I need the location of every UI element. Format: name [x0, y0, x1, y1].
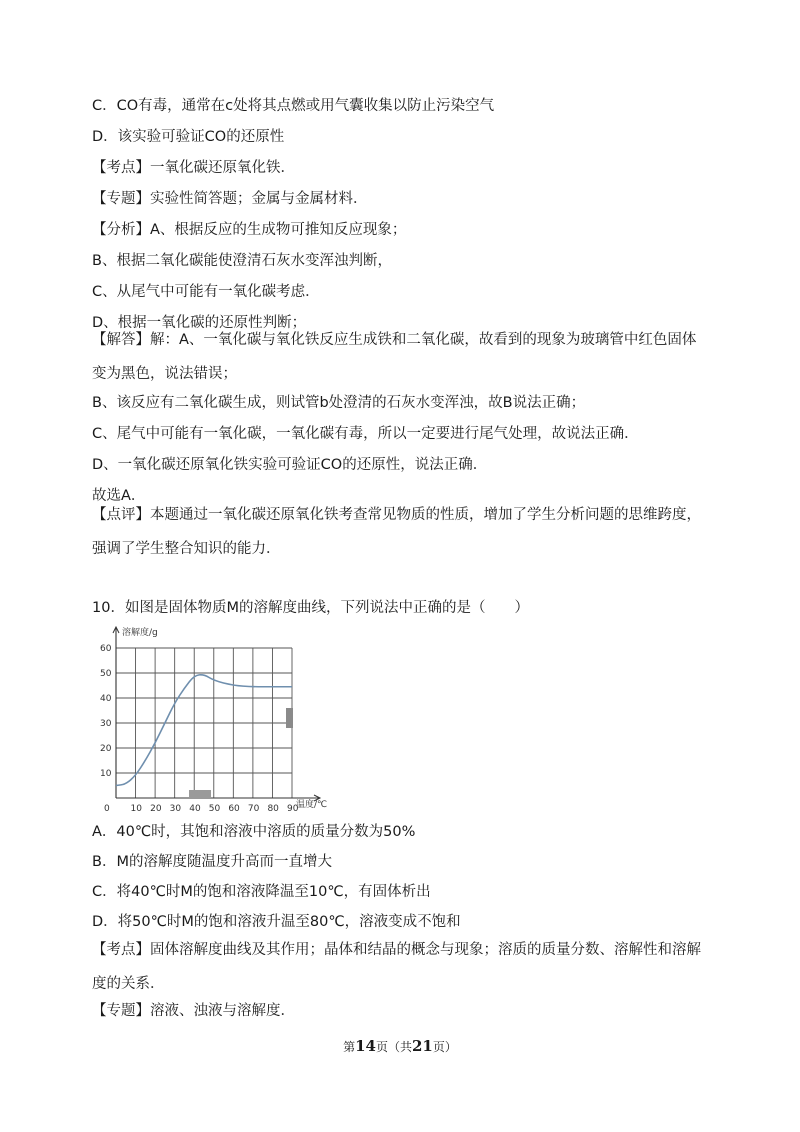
y-axis-label: 溶解度/g — [122, 628, 158, 638]
chart-grid — [116, 648, 292, 798]
q10-option-c: C．将40℃时M的饱和溶液降温至10℃，有固体析出 — [92, 884, 431, 900]
q10-option-b: B．M的溶解度随温度升高而一直增大 — [92, 854, 332, 870]
x-tick-label: 30 — [169, 804, 182, 812]
footer-suffix: 页） — [432, 1040, 457, 1054]
solubility-curve — [116, 675, 292, 786]
q9-zhuanti: 【专题】实验性简答题；金属与金属材料． — [92, 191, 368, 207]
page-footer — [0, 1037, 800, 1055]
footer-prefix: 第 — [343, 1040, 356, 1054]
q9-fenxi-b: B、根据二氧化碳能使澄清石灰水变浑浊判断， — [92, 253, 392, 269]
footer-page-number: 14 — [355, 1037, 376, 1055]
footer-mid: 页（共 — [375, 1040, 412, 1054]
q9-jieda-c: C、尾气中可能有一氧化碳，一氧化碳有毒，所以一定要进行尾气处理，故说法正确． — [92, 426, 639, 442]
x-tick-label: 90 — [287, 804, 299, 812]
x-tick-label: 60 — [228, 804, 240, 812]
y-tick-label: 60 — [100, 644, 112, 654]
footer-total-pages: 21 — [412, 1037, 433, 1055]
solubility-chart — [88, 622, 348, 812]
x-tick-label: 80 — [267, 804, 279, 812]
q9-answer: 故选A． — [92, 488, 146, 504]
x-tick-label: 20 — [150, 804, 162, 812]
x-axis-label: 温度/℃ — [296, 800, 328, 810]
q9-jieda: 【解答】解：A、一氧化碳与氧化铁反应生成铁和二氧化碳，故看到的现象为玻璃管中红色固体变为黑色，说法错误； — [92, 332, 697, 382]
q9-kaodian: 【考点】一氧化碳还原氧化铁． — [92, 160, 295, 176]
q10-kaodian: 【考点】固体溶解度曲线及其作用；晶体和结晶的概念与现象；溶质的质量分数、溶解性和溶解度的关系． — [92, 942, 701, 992]
q10-zhuanti: 【专题】溶液、浊液与溶解度． — [92, 1003, 295, 1019]
q9-fenxi-d: D、根据一氧化碳的还原性判断； — [92, 315, 307, 331]
scan-edge-mark — [286, 708, 293, 728]
x-tick-label: 70 — [247, 804, 260, 812]
q10-stem: 10．如图是固体物质M的溶解度曲线，下列说法中正确的是（ ） — [92, 600, 529, 616]
q9-option-c: C．CO有毒，通常在c处将其点燃或用气囊收集以防止污染空气 — [92, 98, 495, 114]
y-tick-label: 50 — [100, 669, 112, 679]
x-tick-label: 40 — [189, 804, 201, 812]
x-tick-label: 50 — [208, 804, 221, 812]
x-tick-label: 0 — [104, 804, 110, 812]
q9-dianping: 【点评】本题通过一氧化碳还原氧化铁考查常见物质的性质，增加了学生分析问题的思维跨度，强调了学生整合知识的能力． — [92, 507, 701, 557]
q9-jieda-b: B、该反应有二氧化碳生成，则试管b处澄清的石灰水变浑浊，故B说法正确； — [92, 395, 586, 411]
q9-jieda-d: D、一氧化碳还原氧化铁实验可验证CO的还原性，说法正确． — [92, 457, 488, 473]
q10-option-d: D．将50℃时M的饱和溶液升温至80℃，溶液变成不饱和 — [92, 914, 461, 930]
q9-fenxi: 【分析】A、根据反应的生成物可推知反应现象； — [92, 222, 407, 238]
y-tick-label: 30 — [100, 719, 112, 729]
q10-option-a: A．40℃时，其饱和溶液中溶质的质量分数为50% — [92, 824, 416, 840]
x-tick-label: 10 — [130, 804, 143, 812]
q9-option-d: D．该实验可验证CO的还原性 — [92, 129, 285, 145]
y-tick-label: 10 — [100, 769, 112, 779]
scan-mark — [189, 790, 211, 798]
y-tick-label: 20 — [100, 744, 112, 754]
q9-fenxi-c: C、从尾气中可能有一氧化碳考虑． — [92, 284, 320, 300]
y-tick-label: 40 — [100, 694, 112, 704]
